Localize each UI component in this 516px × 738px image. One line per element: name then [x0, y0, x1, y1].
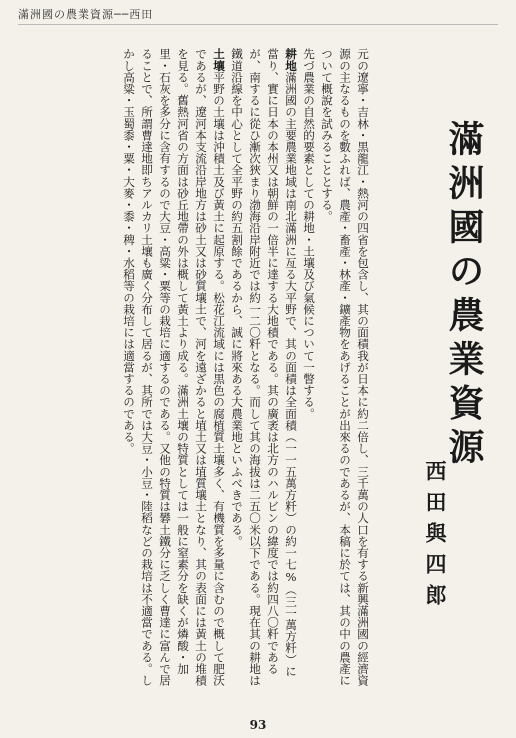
section-heading-soil: 土壤	[212, 48, 226, 72]
paragraph-soil	[120, 48, 228, 688]
paragraph-text: 平野の土壤は沖積土及び黃土に起原する。松花江流域には黒色の腐植質土壤多く、有機質を多量に含むので概して肥沃であるが、遼河本支流沿岸地方は砂土又は砂質壤土で、河を遠ざかると埴土又は埴質壤土となり、其の表面には黃土の堆積を見る。舊熱河省の方面は砂丘地帶の外は概して黃土より成る。滿洲土壤の特質としては一般に窒素分を缺くが燐酸・加里・石灰を多分に含有するので大豆・高粱・粟等の栽培に適するのである。又他の特質は礬土鐵分に乏しく曹達に富んで居ることで、所謂曹達地即ちアルカリ土壤も廣く分布して居るが、其所では大豆・小豆・陸稻などの栽培は不適當である。しかし高粱・玉蜀黍・粟・大麥・黍・稗・水稻等の栽培には適當するのである。	[122, 48, 226, 687]
paragraph-overview	[300, 48, 318, 688]
running-head: 滿洲國の農業資源──西田	[18, 8, 154, 21]
paragraph-text: 先づ農業の自然的要素としての耕地・土壤及び氣候について一瞥する。	[302, 48, 316, 420]
article-body	[24, 48, 372, 688]
header-rule	[18, 24, 498, 25]
article-title: 滿洲國の農業資源	[443, 120, 485, 472]
page-number: 93	[249, 718, 267, 732]
paragraph-text: 元の遼寧・吉林・黒龍江・熱河の四省を包含し、其の面積我が日本に約二倍し、三千萬の人口を有する新興滿洲國の經濟資源の主なるものを數ふれば、農產・畜產・林產・鑛產物をあげることが出來るのであるが、本稿に於ては、其の中の農產について概說を試みることとする。	[320, 48, 370, 686]
paragraph-farmland	[228, 48, 300, 688]
paragraph-text: 滿洲國の主要農業地域は南北滿洲に亙る大平野で、其の面積は全面積（一一五萬方粁）の約一七%（三一萬方粁）に當り、實に日本の本州又は朝鮮の一倍半に達する大地積である。其の廣袤は北方のハルビンの緯度では約四八〇粁であるが、南するに從ひ漸次狹まり渤海沿岸附近では約一二〇粁となる。而して其の海拔は二五〇米以下である。現在其の耕地は鐵道沿線を中心として全平野の約五割餘であるから、誠に將來ある大農業地といふべきである。	[230, 48, 298, 686]
section-heading-farmland: 耕地	[284, 48, 298, 72]
paragraph-intro	[318, 48, 372, 688]
author-name: 西田與四郎	[423, 460, 448, 615]
